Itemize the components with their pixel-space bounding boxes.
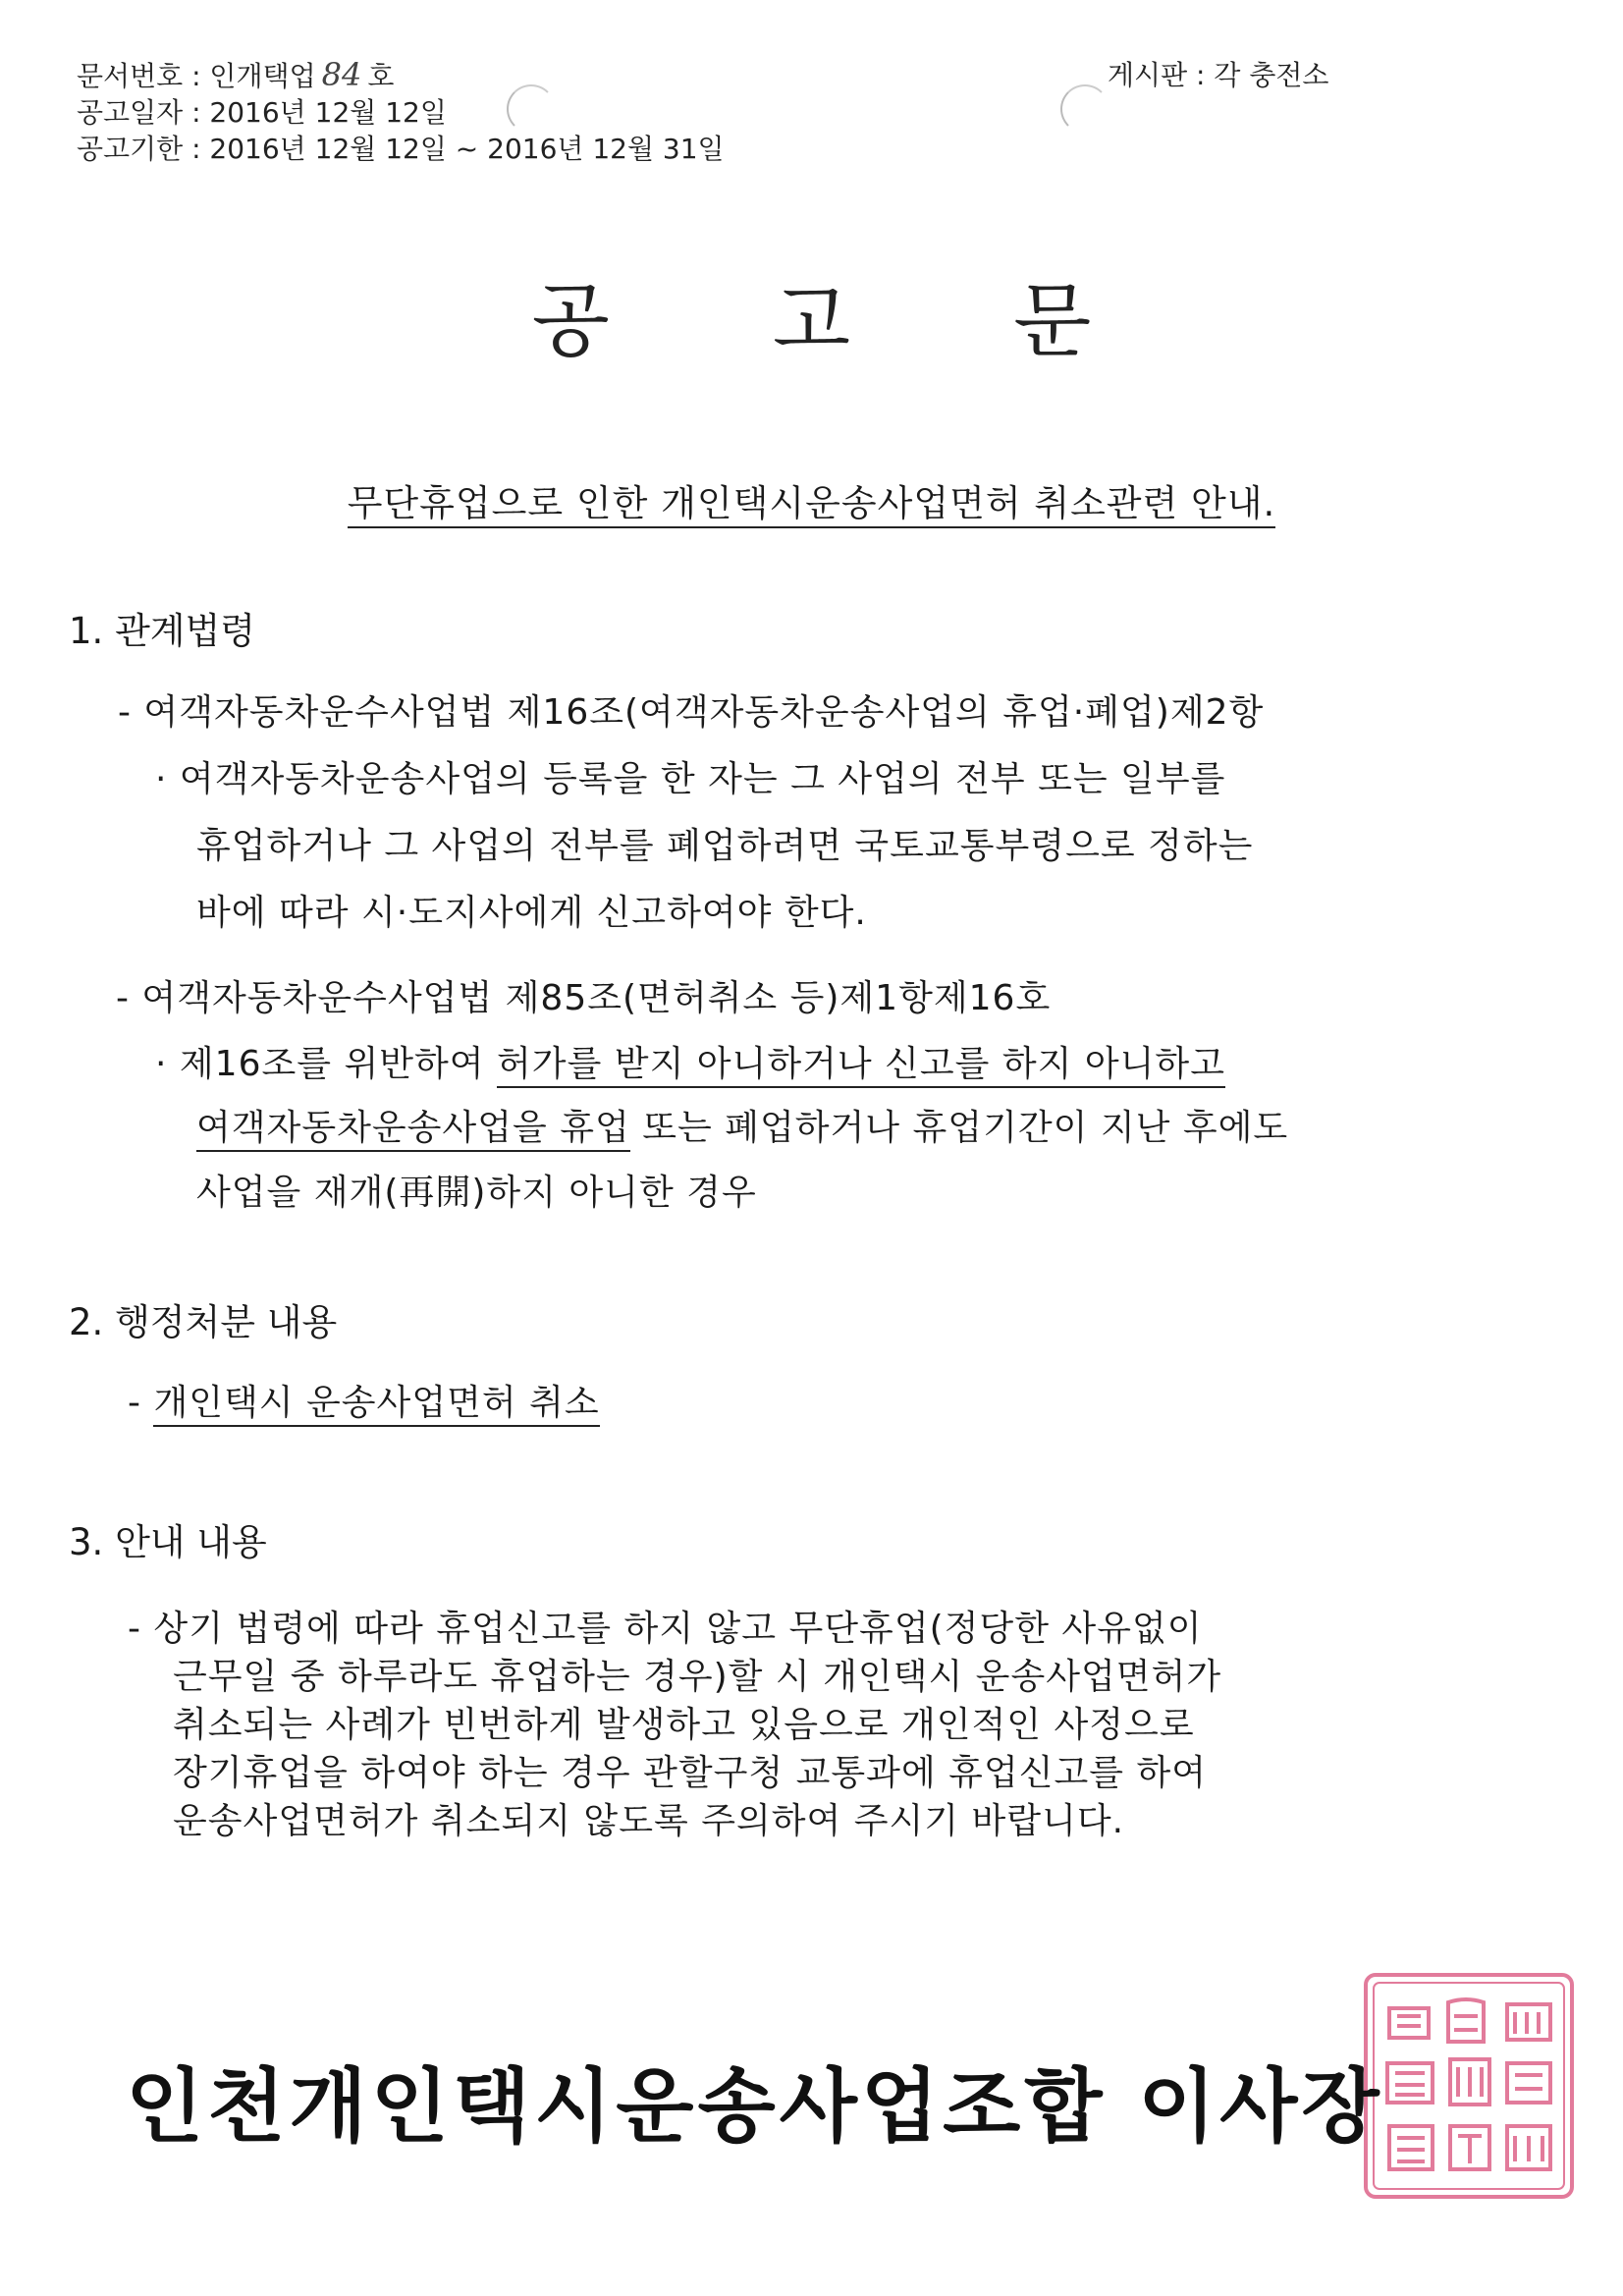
doc-number-suffix: 호 (367, 60, 395, 92)
notice-period: 공고기한 : 2016년 12월 12일 ~ 2016년 12월 31일 (77, 133, 725, 165)
bulletin-board: 게시판 : 각 충전소 (1108, 59, 1329, 91)
doc-number-row (77, 57, 725, 94)
subject-text: 무단휴업으로 인한 개인택시운송사업면허 취소관련 안내. (348, 482, 1276, 528)
document-meta (77, 57, 725, 167)
guide-line-1: - 상기 법령에 따라 휴업신고를 하지 않고 무단휴업(정당한 사유없이 (128, 1609, 1203, 1649)
guide-line-5: 운송사업면허가 취소되지 않도록 주의하여 주시기 바랍니다. (173, 1801, 1125, 1841)
section-3-heading: 3. 안내 내용 (69, 1521, 267, 1563)
law-2-line-2-underlined: 여객자동차운송사업을 휴업 (196, 1108, 630, 1152)
law-2-line-2-text: 또는 폐업하거나 휴업기간이 지난 후에도 (629, 1108, 1289, 1148)
law-1-line-2: 휴업하거나 그 사업의 전부를 폐업하려면 국토교통부령으로 정하는 (196, 826, 1254, 866)
punch-hole-mark-right (1060, 84, 1109, 134)
doc-number-label: 문서번호 : 인개택업 (77, 60, 316, 92)
section-2-item-text: 개인택시 운송사업면허 취소 (153, 1383, 599, 1427)
issuer-signature: 인천개인택시운송사업조합 이사장 (126, 2060, 1383, 2154)
law-1-line-3: 바에 따라 시·도지사에게 신고하여야 한다. (196, 893, 867, 933)
section-2-item (128, 1375, 600, 1425)
document-title: 공 고 문 (531, 275, 1161, 368)
law-2-line-3: 사업을 재개(再開)하지 아니한 경우 (196, 1173, 757, 1213)
law-1-line-1: · 여객자동차운송사업의 등록을 한 자는 그 사업의 전부 또는 일부를 (155, 759, 1226, 799)
notice-date: 공고일자 : 2016년 12월 12일 (77, 96, 447, 129)
guide-line-2: 근무일 중 하루라도 휴업하는 경우)할 시 개인택시 운송사업면허가 (173, 1657, 1222, 1697)
section-2-heading: 2. 행정처분 내용 (69, 1301, 338, 1343)
law-2-line-1-text: · 제16조를 위반하여 (155, 1044, 498, 1084)
doc-number-handwritten: 84 (321, 56, 362, 93)
law-2-line-2 (196, 1100, 1288, 1150)
guide-line-3: 취소되는 사례가 빈번하게 발생하고 있음으로 개인적인 사정으로 (173, 1705, 1195, 1745)
official-seal-stamp (1360, 1969, 1578, 2203)
section-2-dash: - (128, 1383, 154, 1423)
law-2-line-1-underlined: 허가를 받지 아니하거나 신고를 하지 아니하고 (497, 1044, 1225, 1088)
punch-hole-mark-left (507, 84, 556, 134)
section-3-body (128, 1605, 1221, 1845)
document-subject (0, 473, 1623, 526)
law-2-title: - 여객자동차운수사업법 제85조(면허취소 등)제1항제16호 (116, 978, 1052, 1018)
section-1-heading: 1. 관계법령 (69, 610, 256, 652)
guide-line-4: 장기휴업을 하여야 하는 경우 관할구청 교통과에 휴업신고를 하여 (173, 1753, 1208, 1793)
law-2-line-1 (155, 1036, 1225, 1086)
law-1-title: - 여객자동차운수사업법 제16조(여객자동차운송사업의 휴업·폐업)제2항 (118, 692, 1265, 733)
